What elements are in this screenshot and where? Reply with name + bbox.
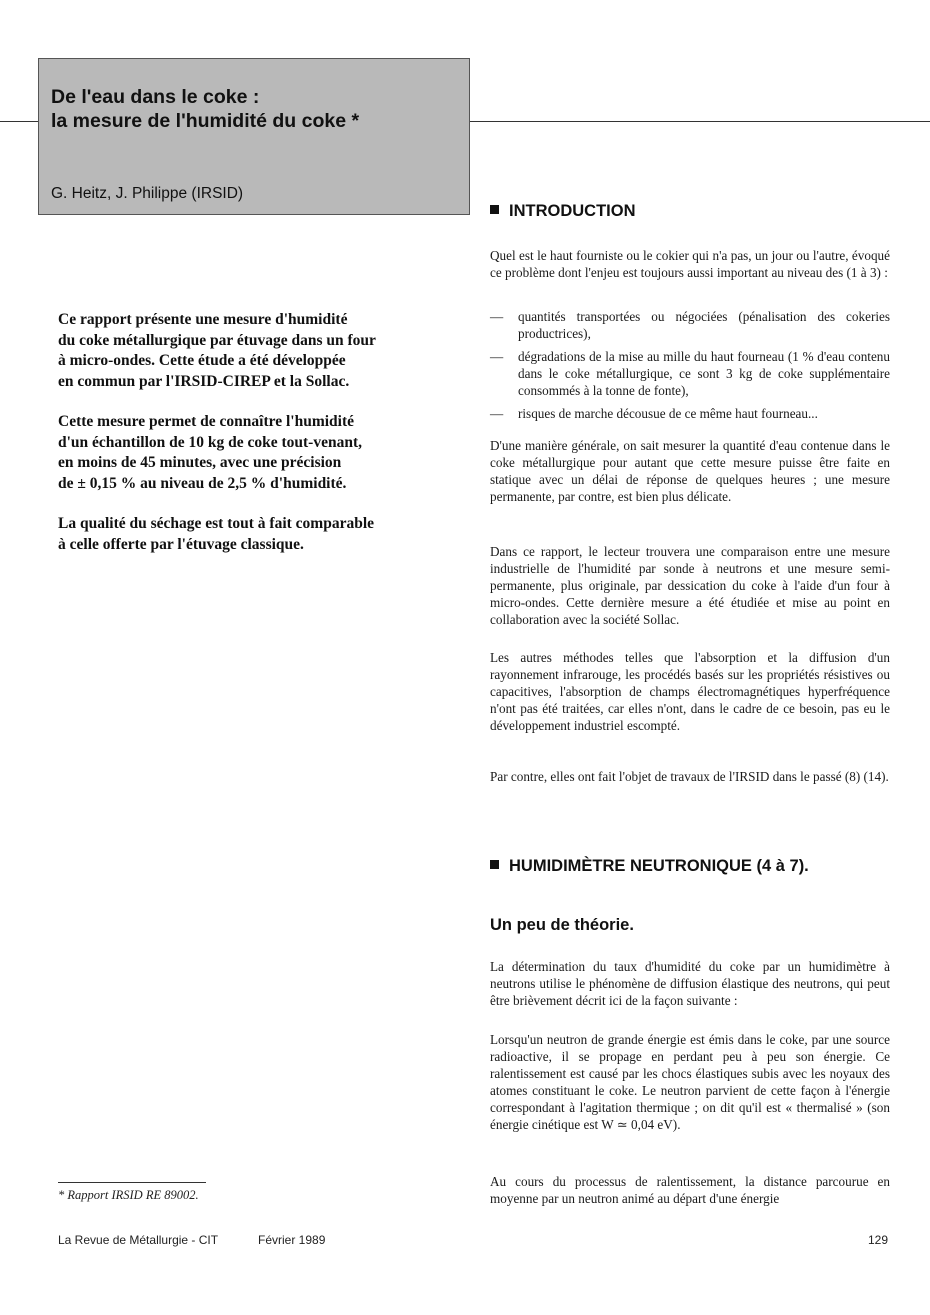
abstract-line: en commun par l'IRSID-CIREP et la Sollac. [58,372,350,390]
subheading-theorie: Un peu de théorie. [490,916,634,934]
title-line-1: De l'eau dans le coke : [51,86,260,108]
introduction-block-4 [490,649,890,734]
introduction-block-2 [490,437,890,505]
title-line-2: la mesure de l'humidité du coke * [51,110,360,132]
abstract-line: Ce rapport présente une mesure d'humidité [58,311,348,328]
abstract-line: à celle offerte par l'étuvage classique. [58,535,304,553]
introduction-block-3 [490,543,890,628]
introduction-block-5 [490,768,890,785]
list-item [490,405,890,422]
bullet-text: quantités transportées ou négociées (pénalisation des cokeries productrices), [518,309,890,341]
section-heading-introduction [490,202,636,221]
header-rule-right [470,121,930,122]
humidimetre-block-3 [490,1173,890,1207]
bullet-text: risques de marche décousue de ce même haut fourneau... [518,406,818,421]
list-item [490,308,890,342]
introduction-paragraph-1: Quel est le haut fourniste ou le cokier qui n'a pas, un jour ou l'autre, évoqué ce problème dont l'enjeu est toujours aussi important au niveau des (1 à 3) : [490,248,890,280]
dash-icon: — [490,406,504,421]
abstract-paragraph-3 [58,514,458,555]
square-bullet-icon [490,860,499,869]
abstract-line: d'un échantillon de 10 kg de coke tout-venant, [58,433,363,451]
humidimetre-paragraph-3: Au cours du processus de ralentissement, la distance parcourue en moyenne par un neutron animé au départ d'une énergie [490,1174,890,1206]
footnote-rule [58,1182,206,1183]
introduction-block-1 [490,247,890,281]
abstract-line: du coke métallurgique par étuvage dans un four [58,331,376,349]
humidimetre-block-2 [490,1031,890,1133]
authors: G. Heitz, J. Philippe (IRSID) [51,185,244,202]
introduction-bullets [490,308,890,422]
abstract-line: La qualité du séchage est tout à fait comparable [58,515,375,532]
abstract-line: Cette mesure permet de connaître l'humidité [58,413,355,430]
dash-icon: — [490,309,504,324]
footnote: * Rapport IRSID RE 89002. [58,1188,199,1202]
header-rule-left [0,121,38,122]
section-heading-humidimetre [490,857,809,876]
introduction-paragraph-5: Par contre, elles ont fait l'objet de travaux de l'IRSID dans le passé (8) (14). [490,769,889,784]
introduction-paragraph-3: Dans ce rapport, le lecteur trouvera une comparaison entre une mesure industrielle de l'humidité par sonde à neutrons et une mesure semi-permanente, plus originale, par dessication du coke à l'aide d'un four à micro-ondes. Cette dernière mesure a été étudiée et mise au point en collaboration avec la société Sollac. [490,544,890,627]
abstract-paragraph-1 [58,310,458,392]
humidimetre-paragraph-2: Lorsqu'un neutron de grande énergie est émis dans le coke, par une source radioactive, il se propage en perdant peu à peu son énergie. Ce ralentissement est causé par les chocs élastiques subis avec les noyaux des atomes constituant le coke. Le neutron parvient de cette façon à l'énergie correspondant à l'agitation thermique ; on dit qu'il est « thermalisé » (son énergie cinétique est W ≃ 0,04 eV). [490,1032,890,1132]
footer-journal: La Revue de Métallurgie - CIT [58,1233,219,1247]
footer-page-number: 129 [868,1233,889,1247]
humidimetre-heading-text: HUMIDIMÈTRE NEUTRONIQUE (4 à 7). [509,857,809,875]
abstract-line: en moins de 45 minutes, avec une précision [58,454,342,471]
abstract-line: de ± 0,15 % au niveau de 2,5 % d'humidité. [58,474,347,492]
bullet-text: dégradations de la mise au mille du haut fourneau (1 % d'eau contenu dans le coke métallurgique, ce sont 3 kg de coke supplémentaire consommés à la tonne de fonte), [518,349,890,398]
humidimetre-paragraph-1: La détermination du taux d'humidité du coke par un humidimètre à neutrons utilise le phénomène de diffusion élastique des neutrons, qui peut être brièvement décrit ici de la façon suivante : [490,959,890,1008]
list-item [490,348,890,399]
title-box [38,58,470,215]
introduction-paragraph-4: Les autres méthodes telles que l'absorption et la diffusion d'un rayonnement infrarouge, les procédés basés sur les propriétés résistives ou capacitives, l'absorption de champs électromagnétiques hyperfréquence n'ont pas été traitées, car elles n'ont, dans le cadre de ce besoin, pas eu le développement industriel escompté. [490,650,890,733]
abstract [58,310,458,575]
dash-icon: — [490,349,504,364]
abstract-paragraph-2 [58,412,458,494]
abstract-line: à micro-ondes. Cette étude a été développée [58,352,346,369]
article-title [51,85,359,133]
introduction-paragraph-2: D'une manière générale, on sait mesurer la quantité d'eau contenue dans le coke métallurgique pour autant que cette mesure puisse être faite en statique avec un délai de réponse de quelques heures ; une mesure permanente, par contre, est bien plus délicate. [490,438,890,504]
humidimetre-block-1 [490,958,890,1009]
footer-date: Février 1989 [258,1233,326,1247]
introduction-heading-text: INTRODUCTION [509,202,636,220]
square-bullet-icon [490,205,499,214]
